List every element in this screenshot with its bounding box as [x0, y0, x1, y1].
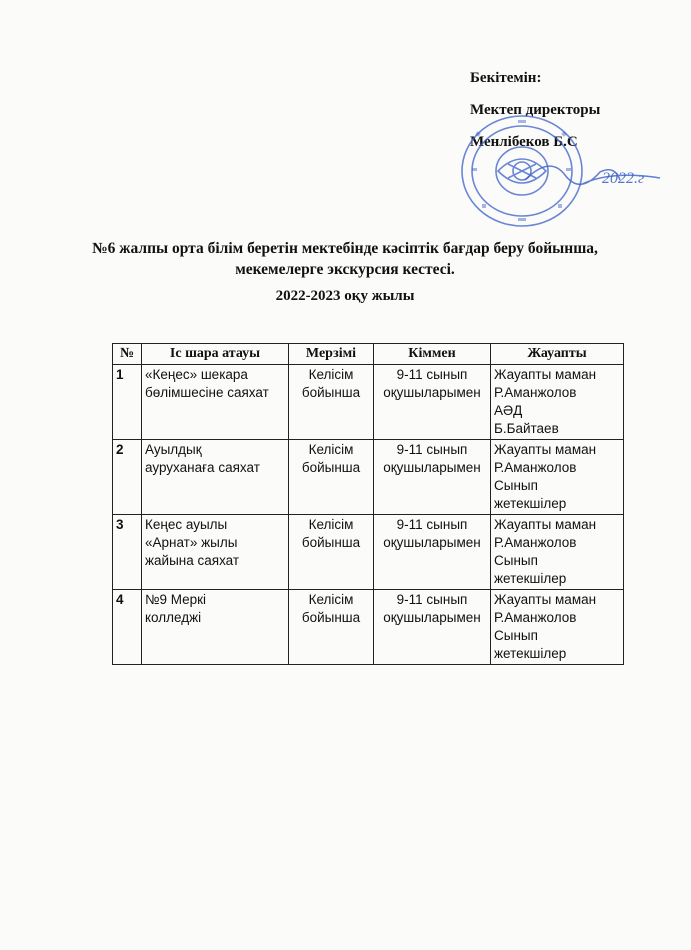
event-participants-line: оқушыларымен: [383, 460, 481, 475]
event-participants-cell: [374, 590, 491, 665]
event-date-line: Келісім: [308, 442, 354, 457]
title-line-1: №6 жалпы орта білім беретін мектебінде кәсіптік бағдар беру бойынша,: [92, 240, 598, 257]
event-name-cell: [142, 590, 289, 665]
event-participants-line: 9-11 сынып: [396, 592, 468, 607]
event-participants-cell: [374, 365, 491, 440]
event-name-line: Ауылдық: [145, 442, 202, 457]
event-date-line: бойынша: [301, 610, 361, 625]
approval-label: Бекітемін:: [470, 70, 542, 86]
row-number: 1: [113, 365, 142, 440]
event-responsible-line: Жауапты маман: [494, 367, 597, 382]
event-date-cell: [289, 365, 374, 440]
event-responsible-line: Жауапты маман: [494, 517, 597, 532]
event-date-line: Келісім: [308, 517, 354, 532]
event-responsible-line: Сынып: [494, 553, 538, 568]
event-participants-line: 9-11 сынып: [396, 517, 468, 532]
event-date-cell: [289, 590, 374, 665]
event-responsible-line: Б.Байтаев: [494, 421, 559, 436]
event-responsible-line: жетекшілер: [494, 646, 567, 661]
header-participants: Кіммен: [374, 344, 491, 365]
document-title: [60, 238, 630, 280]
event-name-cell: [142, 365, 289, 440]
header-responsible: Жауапты: [491, 344, 624, 365]
event-responsible-line: жетекшілер: [494, 571, 567, 586]
header-event: Іс шара атауы: [142, 344, 289, 365]
event-responsible-line: жетекшілер: [494, 496, 567, 511]
event-responsible-line: Жауапты маман: [494, 442, 597, 457]
event-responsible-cell: [491, 365, 624, 440]
event-name-line: колледжі: [145, 610, 202, 625]
event-name-cell: [142, 515, 289, 590]
event-name-line: Кеңес ауылы: [145, 517, 228, 532]
table-row: [113, 440, 624, 515]
approval-name: Менлібеков Б.С: [470, 134, 578, 150]
header-date: Мерзімі: [289, 344, 374, 365]
title-line-2: мекемелерге экскурсия кестесі.: [235, 261, 455, 278]
table-body: [113, 365, 624, 665]
event-date-line: Келісім: [308, 367, 354, 382]
event-name-line: «Арнат» жылы: [145, 535, 238, 550]
header-number: №: [113, 344, 142, 365]
event-date-cell: [289, 440, 374, 515]
event-participants-line: 9-11 сынып: [396, 442, 468, 457]
signature-date: 2022.г: [602, 170, 645, 187]
row-number: 3: [113, 515, 142, 590]
table-row: [113, 515, 624, 590]
event-responsible-line: АӘД: [494, 403, 523, 418]
approval-position: Мектеп директоры: [470, 102, 601, 118]
event-name-line: бөлімшесіне саяхат: [145, 385, 269, 400]
row-number: 4: [113, 590, 142, 665]
academic-year: 2022-2023 оқу жылы: [275, 288, 415, 304]
event-participants-cell: [374, 440, 491, 515]
event-name-line: №9 Меркі: [145, 592, 207, 607]
table-row: [113, 590, 624, 665]
excursion-schedule-table: [112, 343, 624, 665]
event-responsible-cell: [491, 515, 624, 590]
event-date-cell: [289, 515, 374, 590]
event-responsible-line: Сынып: [494, 628, 538, 643]
event-name-line: «Кеңес» шекара: [145, 367, 248, 382]
event-participants-line: оқушыларымен: [383, 610, 481, 625]
event-responsible-line: Сынып: [494, 478, 538, 493]
event-date-line: бойынша: [301, 460, 361, 475]
event-responsible-line: Жауапты маман: [494, 592, 597, 607]
event-responsible-cell: [491, 590, 624, 665]
event-participants-cell: [374, 515, 491, 590]
event-participants-line: оқушыларымен: [383, 535, 481, 550]
event-name-line: ауруханаға саяхат: [145, 460, 260, 475]
event-participants-line: 9-11 сынып: [396, 367, 468, 382]
row-number: 2: [113, 440, 142, 515]
event-responsible-line: Р.Аманжолов: [494, 460, 577, 475]
event-responsible-line: Р.Аманжолов: [494, 385, 577, 400]
event-responsible-cell: [491, 440, 624, 515]
event-name-cell: [142, 440, 289, 515]
event-date-line: бойынша: [301, 535, 361, 550]
table-row: [113, 365, 624, 440]
event-participants-line: оқушыларымен: [383, 385, 481, 400]
signature-icon: [520, 150, 670, 200]
event-name-line: жайына саяхат: [145, 553, 240, 568]
event-responsible-line: Р.Аманжолов: [494, 535, 577, 550]
event-date-line: Келісім: [308, 592, 354, 607]
event-date-line: бойынша: [301, 385, 361, 400]
table-header-row: [113, 344, 624, 365]
event-responsible-line: Р.Аманжолов: [494, 610, 577, 625]
